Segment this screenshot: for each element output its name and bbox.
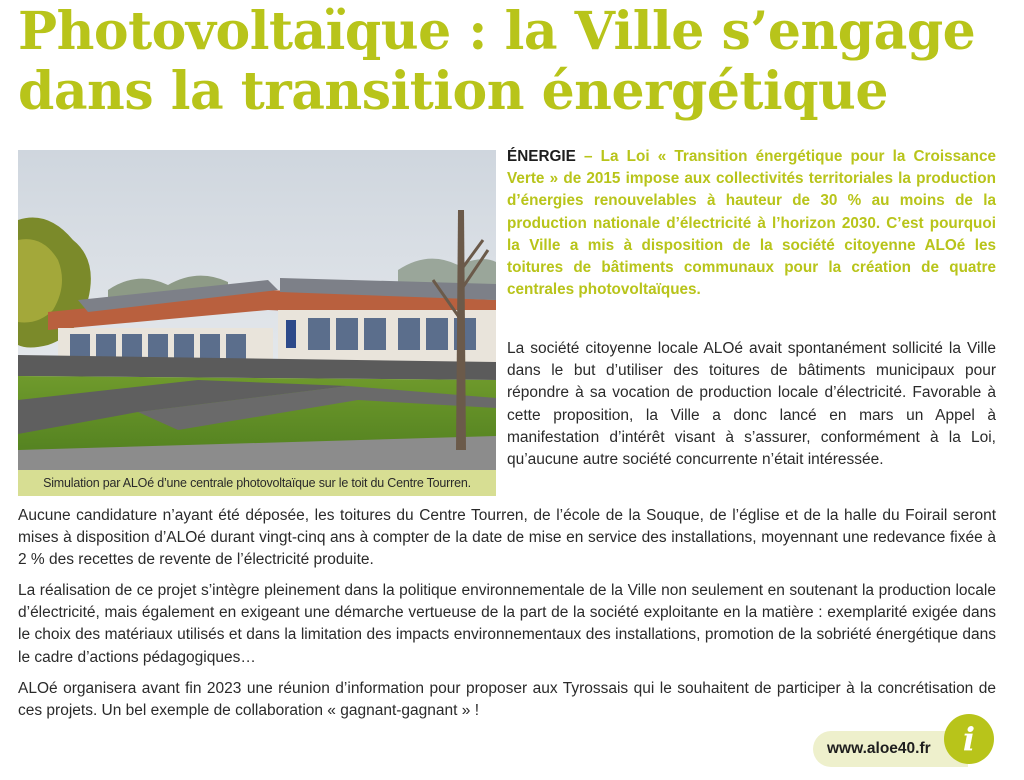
building-photo bbox=[18, 150, 496, 470]
title-line-1: Photovoltaïque : la Ville s’engage bbox=[18, 1, 976, 62]
body-paragraph-2: Aucune candidature n’ayant été déposée, les toitures du Centre Tourren, de l’école de la Souque, de l’église et de la halle du Foirail seront mises à disposition d’ALOé durant vingt-cinq ans à compter de la date de mise en service des installations, moyennant une redevance fixée à 2 % des recettes de revente de l’électricité produite. bbox=[18, 507, 996, 569]
body-paragraph-3: La réalisation de ce projet s’intègre pleinement dans la politique environnementale de la Ville non seulement en soutenant la production locale d’électricité, mais également en exigeant une démarche vertueuse de la part de la société exploitante en la matière : exemplarité exigée dans le choix des matériaux utilisés et dans la limitation des impacts environnementaux des installations, promotion de la sobriété énergétique dans le cadre d’actions pédagogiques… bbox=[18, 582, 996, 666]
body-paragraph-4: ALOé organisera avant fin 2023 une réunion d’information pour proposer aux Tyrossais qui le souhaitent de participer à la concrétisation de ces projets. Un bel exemple de collaboration « gagnant-gagnant » ! bbox=[18, 680, 996, 720]
photo-caption: Simulation par ALOé d’une centrale photovoltaïque sur le toit du Centre Tourren. bbox=[18, 470, 496, 496]
article-title bbox=[18, 2, 1008, 122]
website-link[interactable]: www.aloe40.fr bbox=[813, 731, 968, 767]
lead-text: – La Loi « Transition énergétique pour la Croissance Verte » de 2015 impose aux collectivités territoriales la production d’énergies renouvelables à hauteur de 30 % au moins de la production nationale d’électricité à l’horizon 2030. C’est pourquoi la Ville a mis à disposition de la société citoyenne ALOé les toitures de bâtiments communaux pour la création de quatre centrales photovoltaïques. bbox=[507, 148, 996, 299]
title-line-2: dans la transition énergétique bbox=[18, 61, 888, 122]
lead-paragraph bbox=[507, 146, 996, 301]
body-paragraph-1: La société citoyenne locale ALOé avait spontanément sollicité la Ville dans le but d’utiliser des toitures de bâtiments municipaux pour répondre à sa vocation de production locale d’électricité. Favorable à cette proposition, la Ville a donc lancé en mars un Appel à manifestation d’intérêt visant à s’assurer, conformément à la Loi, qu’aucune autre société concurrente n’était intéressée. bbox=[507, 340, 996, 469]
info-icon bbox=[944, 714, 994, 764]
article-figure bbox=[18, 150, 496, 496]
lead-keyword: ÉNERGIE bbox=[507, 148, 576, 165]
info-icon-glyph: i bbox=[962, 720, 976, 758]
